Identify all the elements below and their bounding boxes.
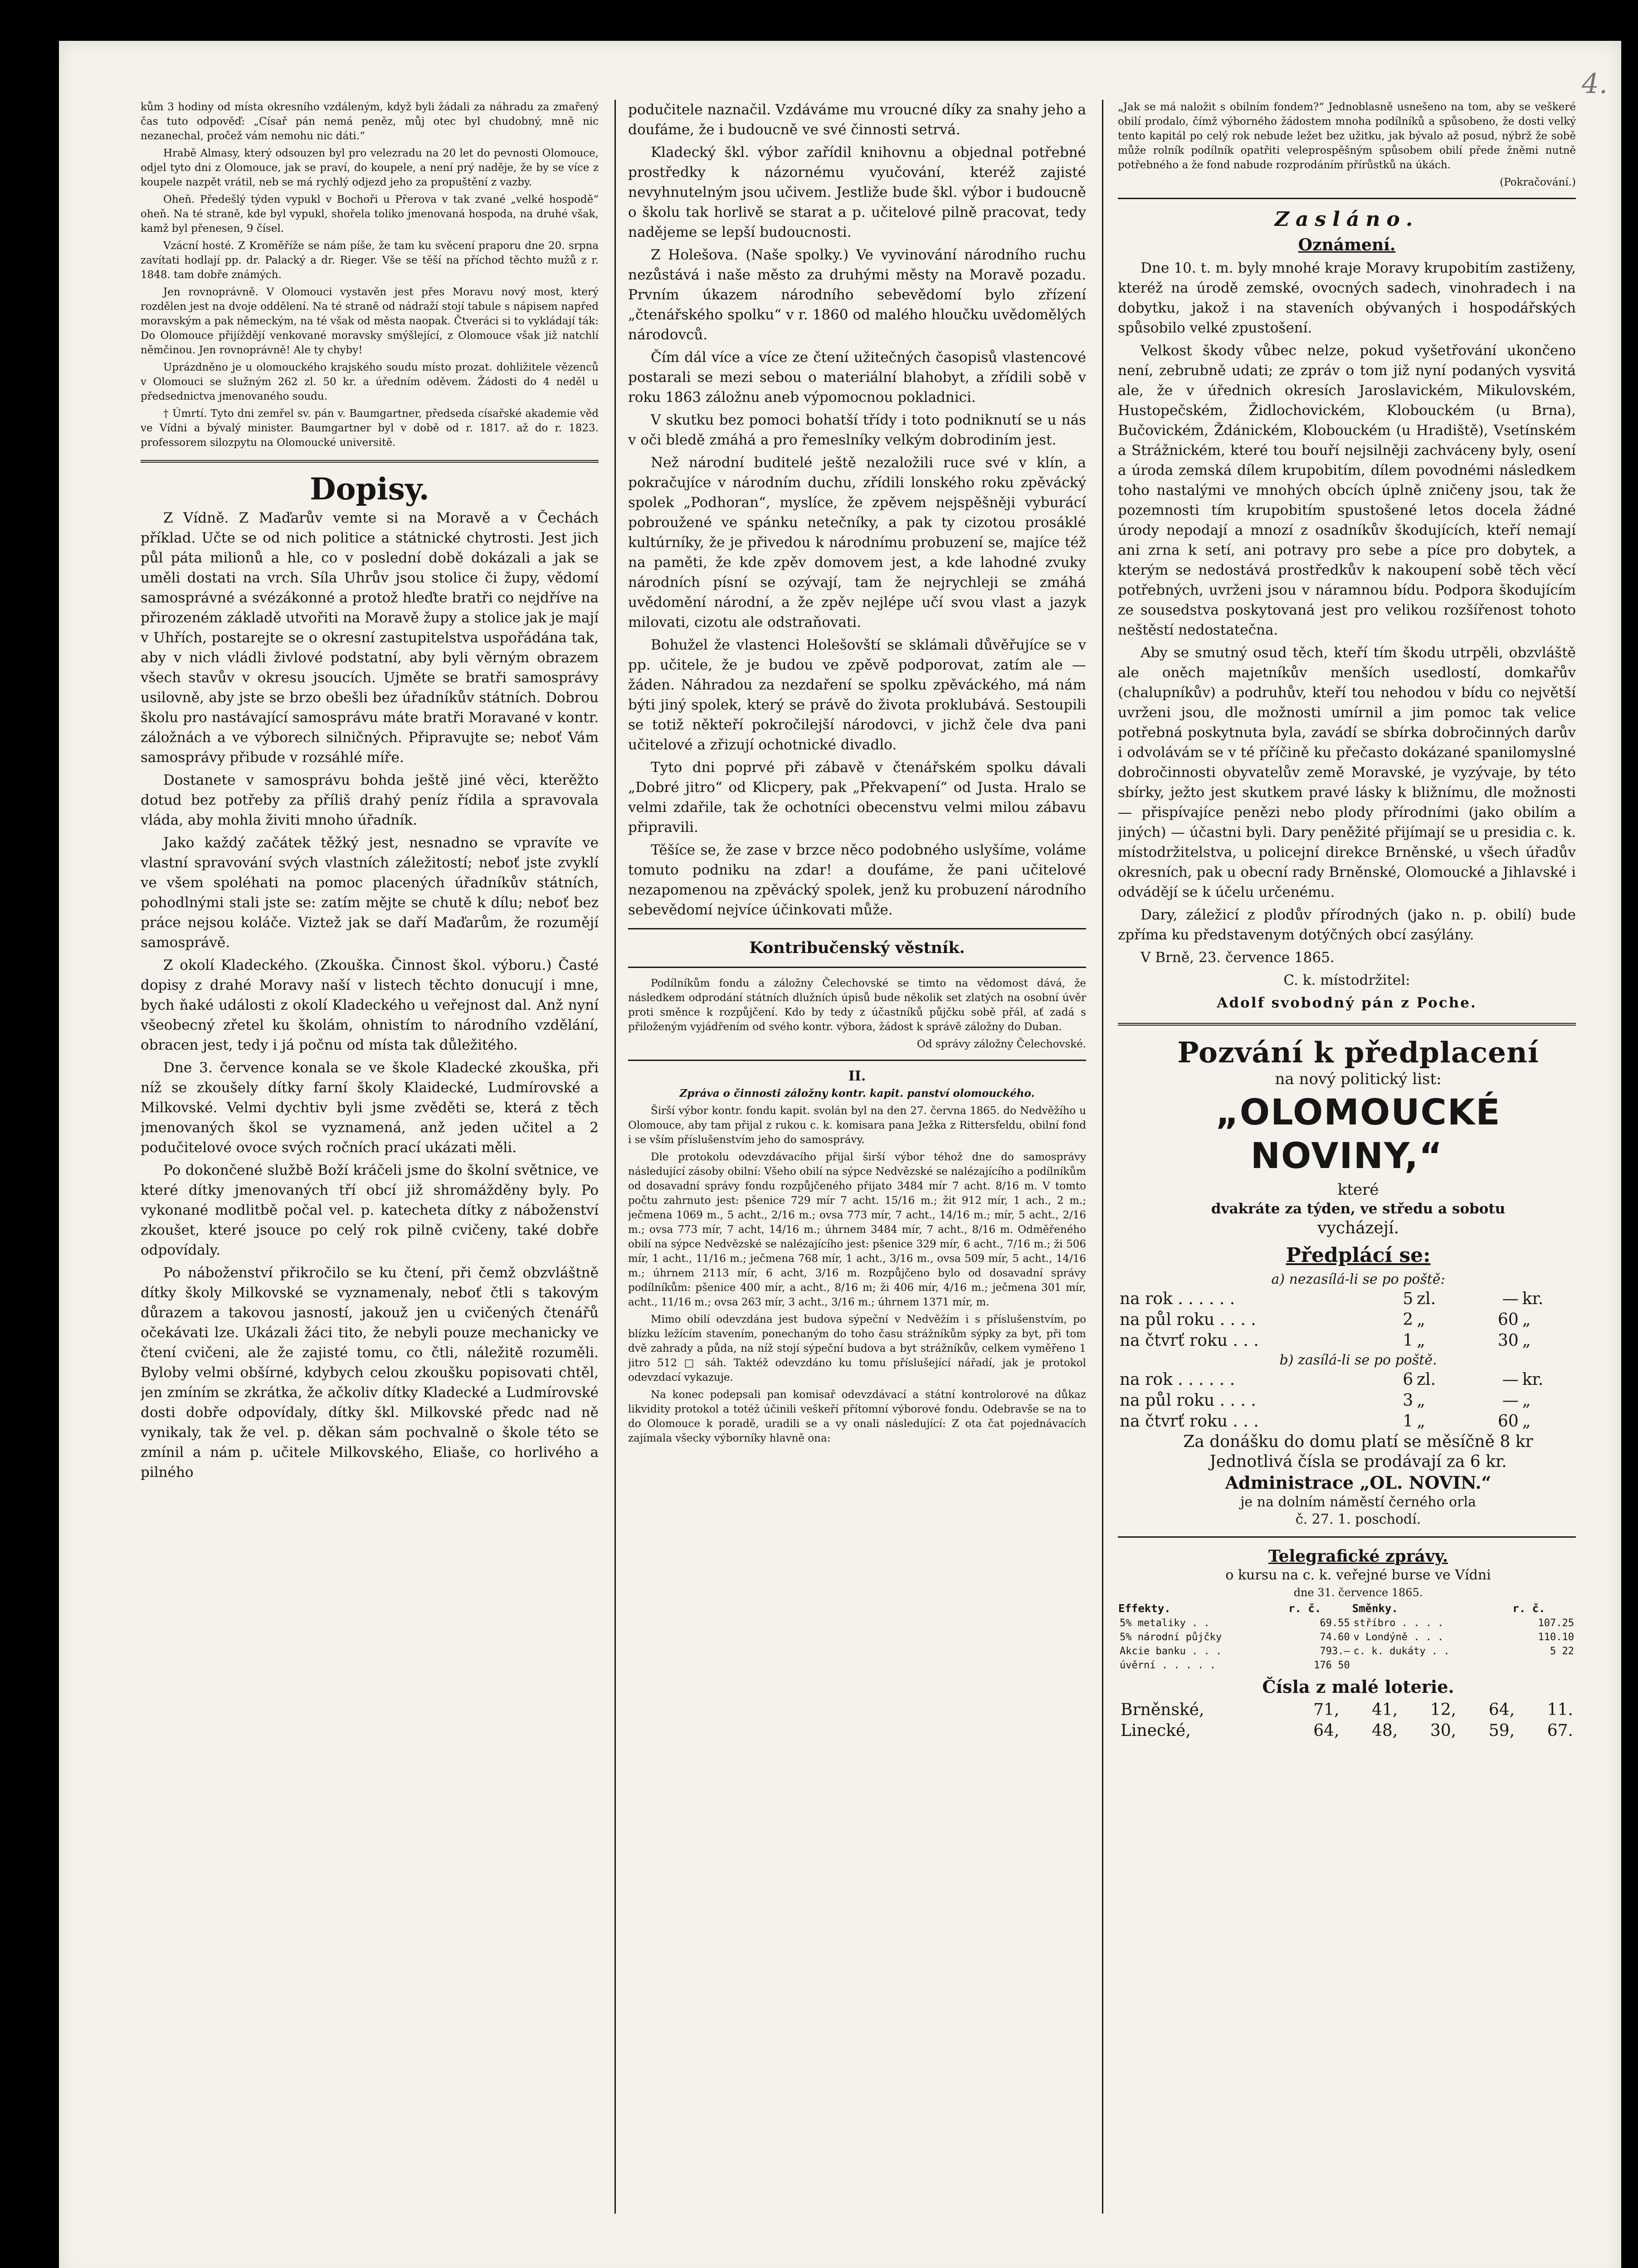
letter-paragraph: Dostanete v samosprávu bohda ještě jiné věci, kterěžto dotud bez potřeby za příliš drahý peníz řídila a spravovala vláda, aby mohla živiti mnoho úřadník.	[141, 772, 599, 828]
notice-signature: Od správy záložny Čelechovské.	[916, 1038, 1086, 1050]
lottery-row: Brněnské, 71, 41, 12, 64, 11.	[1121, 1701, 1573, 1719]
notice-paragraph: Velkost škody vůbec nelze, pokud vyšetřování ukončeno není, zebrubně udati; ze zpráv o tom již nyní podaných vysvitá ale, že v úřednich okresích Jaroslavickém, Mikulovském, Hustopečském, Židlochovickém, Klobouckém (u Brna), Bučovickém, Ždánickém, Klobouckém (u Hradiště), Vsetínském a Strážnickém, které tou bouří nejsilněji zachváceny byly, osení a úroda zemská dílem krupobitím, dílem povodnémi následkem toho nastalými ve mnohých obcích úplně zničeny jsou, tak že pozemnosti tím krupobitím spustošené letos docela žádné úrody nepodají a mnozí z osadníkův škodujících, kteří nemají ani zrna k setí, ani potravy pro sebe a píce pro dobytek, a kterým se nedostává prostředkův k nakoupení sobě těch věcí potřebných, uvrženi jsou v náramnou bídu. Podpora škodujícím ze sousedstva poskytovaná jest pro velikou rozšířenost tohoto neštěstí nedostatečna.	[1118, 342, 1576, 638]
report-paragraph: Dle protokolu odevzdávacího přijal širší výbor téhož dne do samosprávy následující zásoby obilní: Všeho obilí na sýpce Nedvězské se nalézajícího a podílníkům od dosavadní správy fondu rozpůjčeného přijato 3484 mír 7 acht. 8/16 m. V tomto počtu zahrnuto jest: pšenice 729 mír 7 acht. 15/16 m.; žit 912 mír, 1 ach., 2 m.; ječmena 1069 m., 5 acht., 2/16 m.; ovsa 773 mír, 7 acht., 14/16 m.; mír, 5 acht., 2/16 m.; ovsa 773 mír, 7 acht, 14/16 m.; úhrnem 3484 mír, 7 acht., 8/16 m. Odměřeného obilí na sýpce Nedvězské se nalézajícího jest: pšenice 329 mír, 6 acht., 7/16 m.; ži 506 mír, 1 acht., 11/16 m.; ječmena 768 mír, 1 acht., 3/16 m., ovsa 509 mír, 5 acht., 14/16 m.; úhrnem 2113 mír, 6 acht, 3/16 m. Rozpůjčeno bylo od dosavadní správy podílníkům: pšenice 400 mír, a acht., 8/16 m; ži 406 mír, 4/16 m.; ječmena 301 mír, acht., 11/16 m.; ovsa 263 mír, 3 acht., 3/16 m.; úhrnem 1371 mír, m.	[628, 1151, 1086, 1308]
exchange-header: Effekty. r. č. Směnky. r. č.	[1118, 1602, 1545, 1615]
report-paragraph: Na konec podepsali pan komisař odevzdávací a státní kontrolorové na důkaz likvidity protokol a totéž účinili veškeří přítomní výborové fondu. Odebravše se na to do Olomouce k poradě, uradili se a vy onali následující: Z ota čat pojednávacích zajímala všecky výborníky hlavně ona:	[628, 1389, 1086, 1444]
report-paragraph: „Jak se má naložit s obilním fondem?“ Jednoblasně usnešeno na tom, aby se veškeré obilí prodalo, čímž výborného žádostem mnoha podílníků a spůsobeno, že dosti velký tento kapitál po celý rok nebude ležet bez užitku, jak bývalo až posud, nýbrž že sobě může rolník podílník opatřiti veleprospěšným spůsobem obilí přede žněmi nutně potřebného a že fond nabude rozprodáním přírůstků na úkách.	[1118, 101, 1576, 171]
section-title-kontrib: Kontribučenský věstník.	[749, 938, 965, 957]
exchange-row: úvěrní . . . . . 176 50	[1120, 1660, 1350, 1671]
advert-frequency: dvakráte za týden, ve středu a sobotu	[1211, 1201, 1506, 1217]
telegraph-section	[1118, 1546, 1576, 1741]
letter-paragraph: podučitele naznačil. Vzdáváme mu vroucné díky za snahy jeho a doufáme, že i budoucně ve své činnosti setrvá.	[628, 102, 1086, 138]
prices-local-table	[1118, 1289, 1576, 1351]
page-mark: 4.	[1581, 68, 1608, 100]
notice-office: C. k. místodržitel:	[1283, 972, 1410, 988]
exchange-row: 5% metaliky . . 69.55 stříbro . . . . 107.25	[1120, 1618, 1574, 1629]
telegraph-date: dne 31. července 1865.	[1293, 1586, 1423, 1599]
section-divider	[141, 460, 599, 463]
subscription-advert	[1118, 1036, 1576, 1528]
report-title: Zpráva o činnosti záložny kontr. kapit. panství olomouckého.	[679, 1087, 1035, 1100]
price-row: na čtvrť roku . . . 1 „ 60 „	[1120, 1412, 1531, 1431]
prices-post-heading: b) zasílá-li se po poště.	[1279, 1352, 1437, 1368]
letter-paragraph: Dne 3. července konala se ve škole Kladecké zkouška, při níž se zkoušely dítky farní školy Klaidecké, Ludmírovské a Milkovské. Velmi dychtiv byli jsme zvěděti se, která z těch jmenovaných škol se vyznamená, anž jeden učitel a 2 podučitelové ovoce svých ročních prací ukázati měli.	[141, 1060, 599, 1156]
advert-published: vycházejí.	[1317, 1219, 1399, 1237]
lottery-row: Linecké, 64, 48, 30, 59, 67.	[1121, 1721, 1573, 1740]
price-row: na rok . . . . . . 6 zl. — kr.	[1120, 1370, 1544, 1389]
lottery-title: Čísla z malé loterie.	[1262, 1677, 1454, 1697]
column-rule	[614, 100, 616, 2214]
letter-paragraph: Tyto dni poprvé při zábavě v čtenářském spolku dávali „Dobré jitro“ od Klicpery, pak „Překvapení“ od Justa. Hralo se velmi zdařile, tak že ochotníci obecenstvu velmi milou zábavu připravili.	[628, 759, 1086, 836]
news-item: kům 3 hodiny od místa okresního vzdáleným, když byli žádali za náhradu za zmařený čas tuto odpověď: „Císař pán nemá peněz, můj otec byl chudobný, mně nic nezanechal, pročež vám nemohu nic dáti.“	[141, 101, 599, 142]
letter-paragraph: Těšíce se, že zase v brzce něco podobného uslyšíme, voláme tomuto podniku na zdar! a doufáme, že pani učitelové nezapomenou na zpěvácký spolek, jenž ku probuzení národního sebevědomí nejvíce účinkovati může.	[628, 842, 1086, 918]
advert-newspaper-name: „OLOMOUCKÉ NOVINY,“	[1215, 1092, 1501, 1177]
notice-title: Oznámení.	[1298, 235, 1396, 254]
notice-paragraph: Podílníkům fondu a záložny Čelechovské se timto na vědomost dává, že následkem odprodání státních dlužních úpisů bude několik set zlatých na osobní úvěr proti směnce k rozpůjčení. Kdo by tedy z účastníků půjčku sobě přál, ať zadá s přiloženým vyjádřením od svého kontr. výbora, žádost k správě záložny do Duban.	[628, 978, 1086, 1033]
section-divider	[628, 967, 1086, 968]
advert-address: je na dolním náměstí černého orla	[1240, 1494, 1476, 1510]
column-2	[628, 100, 1086, 2259]
price-row: na půl roku . . . . 3 „ — „	[1120, 1391, 1531, 1410]
notice-signature: Adolf svobodný pán z Poche.	[1217, 995, 1477, 1011]
report-paragraph: Mimo obilí odevzdána jest budova sýpeční v Nedvěžím i s příslušenstvím, po blízku ležícím stavením, ponechaným do toho času strážníkům sýpky za byt, při tom dvě zahrady a půda, na níž stojí sýpeční budova a byt strážníkův, celkem vyměřeno 1 jitro 512 □ sáh. Taktéž odevzdáno ku tomu příslušející nářadí, jak je protokol odevzdací vykazuje.	[628, 1314, 1086, 1383]
lottery-table	[1118, 1700, 1576, 1741]
section-divider	[628, 928, 1086, 929]
letter-paragraph: Po náboženství přikročilo se ku čtení, při čemž obzvláštně dítky školy Milkovské se vyznamenaly, neboť čtli s takovým důrazem a takovou jasností, jakouž jen u cvičených čtenářů očekávati lze. Ukázali žáci tito, že nebyli pouze mechanicky ve čtení cvičeni, ale že zajisté tomu, co čtli, náležitě rozuměli. Byloby velmi obšírné, kdybych celou zkoušku popisovati chtěl, jen zmíním se zkrátka, že ačkoliv dítky Kladecké a Ludmírovské dosti dobře odpovídaly, dítky škl. Milkovské předc nad ně vynikaly, tak že vel. p. děkan sám pochvalně o škole této se zmínil a nám p. učitele Milkovského, Eliaše, co horlivého a pilného	[141, 1265, 599, 1481]
continuation-note: (Pokračování.)	[1500, 176, 1576, 188]
notice-paragraph: Dary, záležicí z plodův přírodných (jako n. p. obilí) bude zpříma ku představenym dotýčných obcí zasýlány.	[1118, 907, 1576, 943]
news-item: Oheň. Předešlý týden vypukl v Bochoři u Přerova v tak zvané „velké hospodě“ oheň. Na té straně, kde byl vypukl, shořela toliko jmenovaná hospoda, na druhé však, kamž byl přenesen, 9 čísel.	[141, 194, 599, 235]
telegraph-title: Telegrafické zprávy.	[1268, 1547, 1448, 1566]
letter-paragraph: Z okolí Kladeckého. (Zkouška. Činnost škol. výboru.) Časté dopisy z drahé Moravy naší v listech těchto donucují i mne, bych ňaké události z okolí Kladeckého u veřejnost dal. Anž nyní všeobecný zřetel ku školám, ohnistím to národního vzdělání, obracen jest, tedy i já počnu od místa tak důležitého.	[141, 957, 599, 1053]
section-title-zaslano: Zasláno.	[1274, 208, 1419, 231]
price-row: na čtvrť roku . . . 1 „ 30 „	[1120, 1331, 1531, 1350]
news-item: † Úmrtí. Tyto dni zemřel sv. pán v. Baumgartner, předseda císařské akademie věd ve Vídni a bývalý minister. Baumgartner byl v době od r. 1817. až do r. 1823. professorem silozpytu na Olomoucké universitě.	[141, 408, 599, 449]
notice-paragraph: Aby se smutný osud těch, kteří tím škodu utrpěli, obzvláště ale oněch majetníkův menších usedlostí, domkařův (chalupníkův) a podruhův, kteří tou nehodou v bídu co největší uvrženi jsou, dle možnosti umírnil a jim pomoc tak velice potřebná poskytnuta byla, zavádí se sbírka dobročinných darův i odvolávám se v té příčině ku přečasto dokázané spanilomyslné dobročinnosti obyvatelův země Moravské, je vyzývaje, by této sbírky, ježto jest skutkem pravé lásky k bližnímu, dle možnosti — přispívajíce penězi nebo plody přírodními (jako obilím a jiných) — účastni byli. Dary peněžité přijímají se u presidia c. k. místodržitelstva, u policejní direkce Brněnské, u všech úřadův okresních, pak u obecní rady Brněnské, Olomoucké a Jihlavské i odvádějí se k účelu určenému.	[1118, 645, 1576, 900]
price-row: na půl roku . . . . 2 „ 60 „	[1120, 1310, 1531, 1329]
advert-single-copy-note: Jednotlivá čísla se prodávají za 6 kr.	[1209, 1452, 1507, 1471]
section-divider	[1118, 1023, 1576, 1026]
column-rule	[1102, 100, 1103, 2214]
news-item: Vzácní hosté. Z Kroměříže se nám píše, že tam ku svěcení praporu dne 20. srpna zavítati hodlají pp. dr. Palacký a dr. Rieger. Vše se těší na příchod těchto mužů z r. 1848. tam dobře známých.	[141, 240, 599, 281]
prices-post-table	[1118, 1369, 1576, 1432]
roman-numeral: II.	[848, 1068, 866, 1084]
letter-paragraph: Jako každý začátek těžký jest, nesnadno se vpravíte ve vlastní spravování svých vlastních záležitostí; neboť jste zvyklí ve všem spoléhati na pomoc placených úřadníkův státních, pohodlnými stali jste se: zatím mějte se chutě k dílu; neboť bez práce nejsou koláče. Viztež jak se daří Maďarům, že rozumějí samosprávě.	[141, 835, 599, 951]
letter-paragraph: Bohužel že vlastenci Holešovští se sklámali důvěřujíce se v pp. učitele, že je budou ve zpěvě podporovat, zatím ale — žáden. Náhradou za nezdaření se spolku zpěváckého, má nám býti jiný spolek, který se právě do života proklubává. Sestoupili se totiž někteří pokročilejší národovci, v jichž čele dva pani učitelové a zřizují ochotnické divadlo.	[628, 637, 1086, 753]
section-divider	[1118, 198, 1576, 199]
exchange-row: 5% národní půjčky 74.60 v Londýně . . . 110.10	[1120, 1632, 1574, 1643]
advert-subtitle: na nový politický list:	[1275, 1070, 1442, 1088]
letter-paragraph: Z Holešova. (Naše spolky.) Ve vyvinování národního ruchu nezůstává i naše město za druhými městy na Moravě pozadu. Prvním úkazem národního sebevědomí bylo zřízení „čtenářského spolku“ v r. 1860 od malého hloučku uvědomělých národovců.	[628, 247, 1086, 343]
column-1	[141, 100, 599, 2259]
prices-local-heading: a) nezasílá-li se po poště:	[1271, 1271, 1445, 1287]
prices-heading: Předplácí se:	[1286, 1244, 1431, 1267]
report-paragraph: Širší výbor kontr. fondu kapit. svolán byl na den 27. června 1865. do Nedvěžího u Olomouce, aby tam přijal z rukou c. k. komisara pana Ježka z Rittersfeldu, obilní fond i se vším příslušenstvím jeho do samosprávy.	[628, 1105, 1086, 1146]
news-item: Hrabě Almasy, který odsouzen byl pro velezradu na 20 let do pevnosti Olomouce, odjel tyto dni z Olomouce, jak se praví, do koupele, a není prý naděje, že by se více z koupele nazpět vrátil, neb se má rychlý odjezd jeho za propuštění z vazby.	[141, 147, 599, 188]
advert-administration: Administrace „OL. NOVIN.“	[1225, 1472, 1492, 1493]
advert-delivery-note: Za donášku do domu platí se měsíčně 8 kr	[1183, 1432, 1533, 1451]
advert-address: č. 27. 1. poschodí.	[1295, 1511, 1421, 1527]
notice-paragraph: Dne 10. t. m. byly mnohé kraje Moravy krupobitím zastiženy, kteréž na úrodě zemské, ovocných sadech, vinohradech i na dobytku, jakož i na staveních obývaných i hospodářských spůsobilo velké zpustošení.	[1118, 260, 1576, 336]
letter-paragraph: V skutku bez pomoci bohatší třídy i toto podniknutí se u nás v oči bledě zmáhá a pro řemeslníky velkým dobrodiním jest.	[628, 412, 1086, 448]
letter-paragraph: Než národní buditelé ještě nezaložili ruce své v klín, a pokračujíce v národním duchu, zřídili lonského roku zpěvácký spolek „Podhoran“, myslíce, že zpěvem nejspěšněji vyburácí pobroužené ve spánku netečníky, a pak ty cizotou prosáklé kultúrníky, že je přivedou k národnímu probuzení se, majíce též na paměti, že kde zpěv domovem jest, a kde lahodné zvuky národních písní se ozývají, tam že nejrychleji se zmáhá uvědomění národní, a že zpěv nejlépe učí svou vlast a jazyk milovati, cizotu ale odstraňovati.	[628, 455, 1086, 631]
section-divider	[628, 1060, 1086, 1061]
letter-paragraph: Kladecký škl. výbor zařídil knihovnu a objednal potřebné prostředky k názornému vyučování, kteréž zajisté nevyhnutelným jsou učivem. Jestliže bude škl. výbor i budoucně o školu tak horlivě se starat a p. učitelové pilně pracovat, tedy nadějeme se lepší budoucnosti.	[628, 144, 1086, 240]
advert-which: které	[1337, 1181, 1379, 1199]
section-title-dopisy: Dopisy.	[310, 471, 429, 507]
exchange-table	[1118, 1601, 1576, 1672]
letter-paragraph: Čím dál více a více ze čtení užitečných časopisů vlastencové postarali se mezi sebou o materiální blahobyt, a zřídili sobě v roku 1863 záložnu aneb výpomocnou pokladnici.	[628, 349, 1086, 406]
price-row: na rok . . . . . . 5 zl. — kr.	[1120, 1290, 1544, 1308]
section-divider	[1118, 1536, 1576, 1538]
telegraph-subtitle: o kursu na c. k. veřejné burse ve Vídni	[1225, 1567, 1491, 1583]
letter-paragraph: Z Vídně. Z Maďarův vemte si na Moravě a v Čechách příklad. Učte se od nich politice a státnické chytrosti. Jest jich půl páta milionů a hle, co v poslední době dokázali a jak se uměli dostati na vrch. Síla Uhrův jsou stolice či župy, vědomí samosprávné a svézákonné a protož hleďte bratři co nejdříve na přirozeném základě utvořiti na Moravě župy a stolice jak je mají v Uhřích, postarejte se o okresní zastupitelstva uspořádána tak, aby v nich vládli živlové podstatní, aby byli věrným obrazem všech stavův v okresu jsoucích. Ujměte se bratři samosprávy usilovně, aby jste se brzo obešli bez úřadníkův státních. Dobrou školu pro nastávající samosprávu máte bratři Moravané v kontr. záložnách a ve výborech silničných. Připravujte se; neboť Vám samosprávy přibude v rozsáhlé míře.	[141, 510, 599, 766]
advert-title: Pozvání k předplacení	[1177, 1036, 1539, 1069]
exchange-row: Akcie banku . . . 793.— c. k. dukáty . . 5 22	[1120, 1646, 1574, 1657]
newspaper-page	[59, 41, 1621, 2268]
news-item: Jen rovnoprávně. V Olomouci vystavěn jest přes Moravu nový most, který rozdělen jest na dvoje oddělení. Na té straně od nádraží stojí tabule s nápisem napřed moravským a pak německým, na té však od města naopak. Čtveráci si to vykládají ták: Do Olomouce přijíždějí venkované moravsky smýšlející, z Olomouce však již natchlí němčinou. Jen rovnoprávně! Ale ty chyby!	[141, 286, 599, 356]
letter-paragraph: Po dokončené službě Boží kráčeli jsme do školní světnice, ve které dítky jmenovaných tří obcí již shromážděny byly. Po vykonané modlitbě počal vel. p. katecheta dítky z náboženství zkoušet, které jsouce po celý rok pilně cvičeny, také dobře odpovídaly.	[141, 1162, 599, 1258]
column-3	[1118, 100, 1576, 2259]
notice-date: V Brně, 23. července 1865.	[1141, 949, 1335, 966]
news-item: Uprázdněno je u olomouckého krajského soudu místo prozat. dohližitele vězenců v Olomouci se služným 262 zl. 50 kr. a úředním oděvem. Žádosti do 4 neděl u předsednictva jmenovaného soudu.	[141, 362, 599, 402]
